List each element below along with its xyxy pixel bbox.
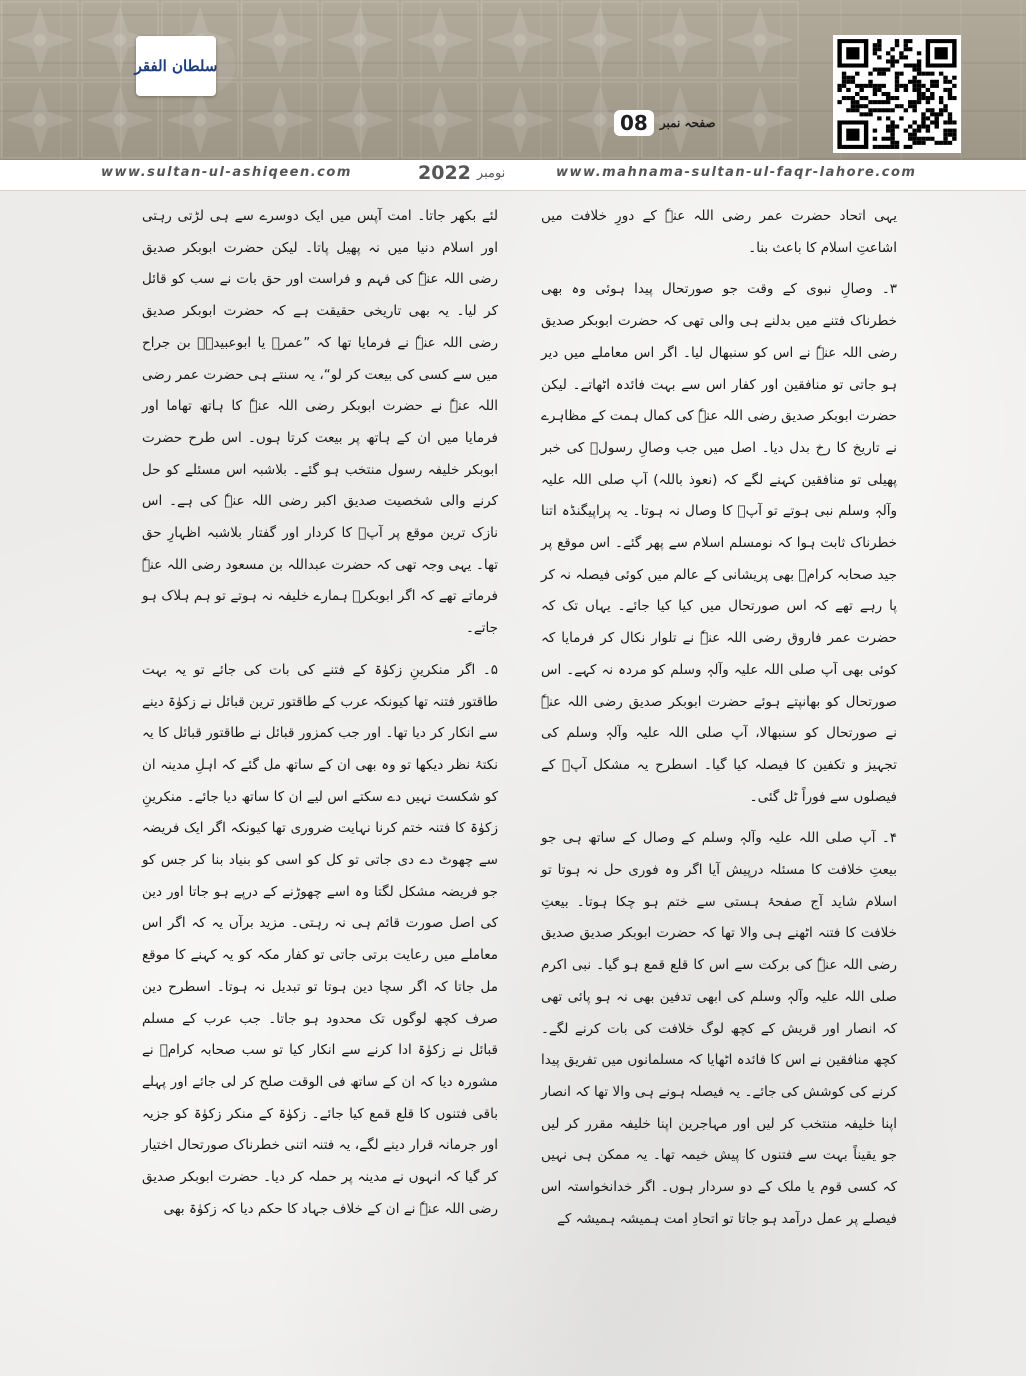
issue-month: نومبر	[476, 165, 506, 181]
page-header	[0, 0, 1026, 160]
paragraph: لئے بکھر جاتا۔ امت آپس میں ایک دوسرے سے ہی لڑتی رہتی اور اسلام دنیا میں نہ پھیل پاتا۔ لیکن حضرت ابوبکر صدیق رضی اللہ عنہٗ کی فہم و فراست اور حق بات نے سب کو قائل کر لیا۔ یہ بھی تاریخی حقیقت ہے کہ حضرت ابوبکر صدیق رضی اللہ عنہٗ نے فرمایا تھا کہ ”عمرؓ یا ابوعبیدہؓ بن جراح میں سے کسی کی بیعت کر لو“، یہ سنتے ہی حضرت عمر رضی اللہ عنہٗ نے حضرت ابوبکر رضی اللہ عنہٗ کا ہاتھ تھاما اور فرمایا میں ان کے ہاتھ پر بیعت کرتا ہوں۔ اس طرح حضرت ابوبکر خلیفہ رسول منتخب ہو گئے۔ بلاشبہ اس مسئلے کو حل کرنے والی شخصیت صدیق اکبر رضی اللہ عنہٗ کی ہے۔ اس نازک ترین موقع پر آپؓ کا کردار اور گفتار بلاشبہ اظہارِ حق تھا۔ یہی وجہ تھی کہ حضرت عبداللہ بن مسعود رضی اللہ عنہٗ فرماتے تھے کہ اگر ابوبکرؓ ہمارے خلیفہ نہ ہوتے تو ہم ہلاک ہو جاتے۔	[142, 208, 498, 637]
page-number-badge	[614, 108, 716, 138]
issue-year: 2022	[418, 162, 471, 184]
issue-date	[418, 162, 505, 184]
qr-code-icon[interactable]	[833, 35, 961, 153]
paragraph: ۴۔ آپ صلی اللہ علیہ وآلہٖ وسلم کے وصال کے ساتھ ہی جو بیعتِ خلافت کا مسئلہ درپیش آیا اگر وہ فوری حل نہ ہوتا تو اسلام شاید آج صفحۂ ہستی سے ختم ہو چکا ہوتا۔ بیعتِ خلافت کا فتنہ اٹھنے ہی والا تھا کہ حضرت ابوبکر صدیق صدیق رضی اللہ عنہٗ کی برکت سے اس کا قلع قمع ہو گیا۔ نبی اکرم صلی اللہ علیہ وآلہٖ وسلم کی ابھی تدفین بھی نہ ہو پائی تھی کہ انصار اور قریش کے کچھ لوگ خلافت کی بات کرنے لگے۔ کچھ منافقین نے اس کا فائدہ اٹھایا کہ مسلمانوں میں تفریق پیدا کرنے کی کوشش کی جائے۔ یہ فیصلہ ہونے ہی والا تھا کہ انصار اپنا خلیفہ منتخب کر لیں اور مہاجرین اپنا خلیفہ مقرر کر لیں جو یقیناً بہت سے فتنوں کا پیش خیمہ تھا۔ یہ ممکن ہی نہیں کہ کسی قوم یا ملک کے دو سردار ہوں۔ اگر خدانخواستہ اس فیصلے پر عمل درآمد ہو جاتا تو اتحادِ امت ہمیشہ ہمیشہ کے	[541, 830, 897, 1227]
subheader-bar	[0, 160, 1026, 191]
paragraph: ۵۔ اگر منکرینِ زکوٰۃ کے فتنے کی بات کی جائے تو یہ بہت طاقتور فتنہ تھا کیونکہ عرب کے طاقتور ترین قبائل نے زکوٰۃ دینے سے انکار کر دیا تھا۔ اور جب کمزور قبائل نے طاقتور قبائل کا یہ نکتۂ نظر دیکھا تو وہ بھی ان کے ساتھ مل گئے کہ اہلِ مدینہ ان کو شکست نہیں دے سکتے اس لیے ان کا ساتھ دیا جائے۔ منکرینِ زکوٰۃ کا فتنہ ختم کرنا نہایت ضروری تھا کیونکہ اگر ایک فریضہ سے چھوٹ دے دی جاتی تو کل کو اسی کو بنیاد بنا کر جس کو جو فریضہ مشکل لگتا وہ اسے چھوڑنے کے درپے ہو جاتا اور دین کی اصل صورت قائم ہی نہ رہتی۔ مزید برآں یہ کہ اگر اس معاملے میں رعایت برتی جاتی تو کفار مکہ کو یہ کہنے کا موقع مل جاتا کہ اگر سچا دین ہوتا تو تبدیل نہ ہوتا۔ اسطرح دین صرف کچھ لوگوں تک محدود ہو جاتا۔ جب عرب کے مسلم قبائل نے زکوٰۃ ادا کرنے سے انکار کیا تو سب صحابہ کرامؓ نے مشورہ دیا کہ ان کے ساتھ فی الوقت صلح کر لی جائے اور پہلے باقی فتنوں کا قلع قمع کیا جائے۔ زکوٰۃ کے منکر زکوٰۃ کو جزیہ اور جرمانہ قرار دینے لگے، یہ فتنہ اتنی خطرناک صورتحال اختیار کر گیا کہ انہوں نے مدینہ پر حملہ کر دیا۔ حضرت ابوبکر صدیق رضی اللہ عنہٗ نے ان کے خلاف جہاد کا حکم دیا کہ زکوٰۃ بھی	[142, 661, 498, 1217]
magazine-logo[interactable]	[136, 36, 216, 96]
article-column-left	[142, 201, 498, 1236]
page-number: 08	[614, 110, 654, 136]
qr-code-graphic	[833, 35, 961, 153]
article-body	[0, 191, 1026, 1376]
paragraph: ۳۔ وصالِ نبوی کے وقت جو صورتحال پیدا ہوئی وہ بھی خطرناک فتنے میں بدلنے ہی والی تھی کہ حضرت ابوبکر صدیق رضی اللہ عنہٗ نے اس کو سنبھال لیا۔ اگر اس معاملے میں دیر ہو جاتی تو منافقین اور کفار اس سے بہت فائدہ اٹھاتے۔ لیکن حضرت ابوبکر صدیق رضی اللہ عنہٗ کی کمال ہمت کے مظاہرے نے تاریخ کا رخ بدل دیا۔ اصل میں جب وصالِ رسولؐ کی خبر پھیلی تو منافقین کہنے لگے کہ (نعوذ باللہ) آپ صلی اللہ علیہ وآلہٖ وسلم نبی ہوتے تو آپؐ کا وصال نہ ہوتا۔ یہ پراپیگنڈہ اتنا خطرناک ثابت ہوا کہ نومسلم اسلام سے پھر گئے۔ اس موقع پر جید صحابہ کرامؓ بھی پریشانی کے عالم میں کوئی فیصلہ نہ کر پا رہے تھے کہ اس صورتحال میں کیا کیا جائے۔ یہاں تک کہ حضرت عمر فاروق رضی اللہ عنہٗ نے تلوار نکال کر فرمایا کہ کوئی بھی آپ صلی اللہ علیہ وآلہٖ وسلم کو مردہ نہ کہے۔ اس صورتحال کو بھانپتے ہوئے حضرت ابوبکر صدیق رضی اللہ عنہٗ نے صورتحال کو سنبھالا، آپ صلی اللہ علیہ وآلہٖ وسلم کی تجہیز و تکفین کا فیصلہ کیا گیا۔ اسطرح یہ مشکل آپؓ کے فیصلوں سے فوراً ٹل گئی۔	[541, 281, 897, 805]
logo-text: سلطان الفقر	[134, 57, 218, 75]
paragraph: یہی اتحاد حضرت عمر رضی اللہ عنہٗ کے دورِ خلافت میں اشاعتِ اسلام کا باعث بنا۔	[541, 208, 897, 256]
website-link-left[interactable]: www.sultan-ul-ashiqeen.com	[101, 165, 352, 180]
page-label: صفحہ نمبر	[659, 116, 716, 130]
website-link-right[interactable]: www.mahnama-sultan-ul-faqr-lahore.com	[556, 165, 917, 180]
article-column-right	[541, 201, 897, 1246]
